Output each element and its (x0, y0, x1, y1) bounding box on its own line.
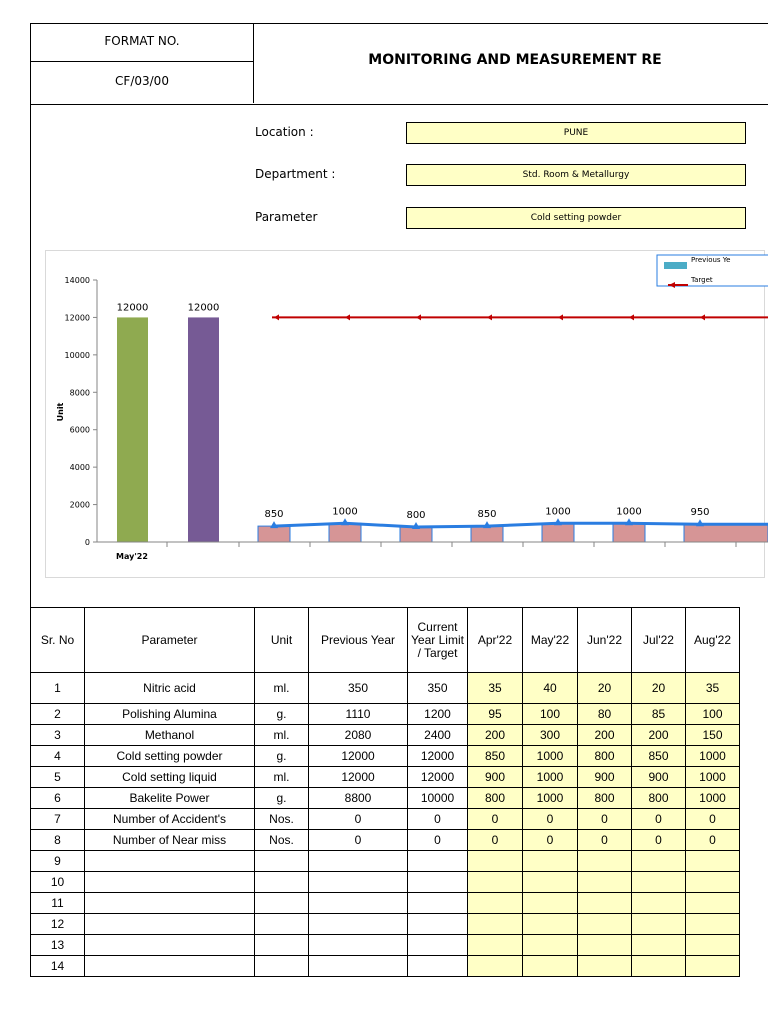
table-cell[interactable] (578, 935, 632, 956)
monthly-bar-label: 850 (264, 509, 284, 521)
y-tick-label: 8000 (69, 388, 90, 398)
trend-marker (341, 518, 349, 525)
table-cell (255, 935, 309, 956)
table-cell[interactable]: 100 (523, 704, 578, 725)
table-cell: Cold setting liquid (85, 767, 255, 788)
table-cell[interactable]: 40 (523, 673, 578, 704)
table-cell: 13 (31, 935, 85, 956)
table-row (31, 809, 740, 830)
table-row (31, 704, 740, 725)
column-header: Apr'22 (468, 608, 523, 673)
column-header: Parameter (85, 608, 255, 673)
column-header: May'22 (523, 608, 578, 673)
target-marker (345, 314, 350, 320)
table-cell: 12000 (309, 767, 408, 788)
table-cell: 12000 (408, 746, 468, 767)
summary-bar-label: 12000 (116, 302, 149, 314)
table-cell: 0 (408, 809, 468, 830)
target-marker (416, 314, 421, 320)
table-cell: 0 (309, 830, 408, 851)
data-table (30, 607, 740, 977)
table-row (31, 830, 740, 851)
table-cell[interactable]: 300 (523, 725, 578, 746)
table-cell: 350 (408, 673, 468, 704)
table-cell: 0 (408, 830, 468, 851)
table-cell: 4 (31, 746, 85, 767)
table-cell (85, 872, 255, 893)
legend (657, 255, 768, 288)
table-cell[interactable]: 1000 (686, 788, 740, 809)
table-cell[interactable]: 35 (686, 673, 740, 704)
table-cell[interactable]: 0 (632, 830, 686, 851)
table-cell[interactable]: 1000 (523, 767, 578, 788)
table-cell[interactable]: 80 (578, 704, 632, 725)
monthly-bar-label: 850 (477, 509, 497, 521)
table-cell[interactable] (468, 956, 523, 977)
table-cell[interactable]: 800 (578, 746, 632, 767)
table-cell[interactable]: 850 (632, 746, 686, 767)
table-cell (85, 851, 255, 872)
table-cell: Nos. (255, 830, 309, 851)
table-cell[interactable]: 1000 (523, 746, 578, 767)
table-cell[interactable] (468, 893, 523, 914)
table-cell: 10000 (408, 788, 468, 809)
table-cell[interactable] (468, 872, 523, 893)
table-cell: 2400 (408, 725, 468, 746)
table-cell[interactable] (523, 914, 578, 935)
x-category-label: May'22 (116, 552, 148, 561)
y-tick-label: 12000 (64, 313, 90, 323)
table-cell: 0 (309, 809, 408, 830)
table-cell[interactable] (632, 851, 686, 872)
table-row (31, 788, 740, 809)
table-row (31, 956, 740, 977)
target-marker (629, 314, 634, 320)
table-cell (309, 893, 408, 914)
table-row (31, 872, 740, 893)
table-cell[interactable] (523, 872, 578, 893)
table-row (31, 893, 740, 914)
table-cell: 11 (31, 893, 85, 914)
y-tick-label: 4000 (69, 463, 90, 473)
table-cell[interactable]: 0 (578, 830, 632, 851)
target-line (272, 314, 768, 320)
table-cell[interactable] (632, 872, 686, 893)
table-cell[interactable] (686, 914, 740, 935)
table-cell[interactable] (523, 935, 578, 956)
column-header: Unit (255, 608, 309, 673)
table-cell: Polishing Alumina (85, 704, 255, 725)
table-cell: g. (255, 788, 309, 809)
table-header-row (31, 608, 740, 673)
table-cell: 1110 (309, 704, 408, 725)
table-cell[interactable]: 0 (523, 830, 578, 851)
table-cell[interactable]: 900 (578, 767, 632, 788)
table-cell (309, 851, 408, 872)
table-cell[interactable] (578, 872, 632, 893)
table-cell (309, 914, 408, 935)
y-tick-label: 6000 (69, 425, 90, 435)
monthly-bar-label: 1000 (545, 506, 571, 518)
column-header: Aug'22 (686, 608, 740, 673)
format-label: FORMAT NO. (104, 34, 180, 48)
table-cell (255, 956, 309, 977)
table-cell[interactable]: 200 (578, 725, 632, 746)
monthly-bar (684, 524, 768, 542)
target-marker (558, 314, 563, 320)
monthly-bar (471, 526, 503, 542)
column-header: Jun'22 (578, 608, 632, 673)
table-cell[interactable]: 1000 (686, 746, 740, 767)
table-row (31, 914, 740, 935)
y-tick-label: 0 (84, 538, 90, 547)
table-cell (309, 935, 408, 956)
table-cell[interactable] (523, 956, 578, 977)
table-cell (255, 872, 309, 893)
table-row (31, 725, 740, 746)
table-cell (255, 893, 309, 914)
table-row (31, 767, 740, 788)
table-cell[interactable] (632, 956, 686, 977)
table-cell: g. (255, 746, 309, 767)
y-tick-label: 10000 (64, 350, 90, 360)
table-cell: 12000 (309, 746, 408, 767)
table-row (31, 935, 740, 956)
table-cell[interactable]: 900 (468, 767, 523, 788)
table-cell: 14 (31, 956, 85, 977)
table-cell (85, 956, 255, 977)
bars (117, 317, 768, 542)
table-row (31, 673, 740, 704)
table-cell (408, 914, 468, 935)
legend-label-previous: Previous Ye (691, 256, 731, 264)
monthly-bar-label: 1000 (332, 506, 358, 518)
y-axis-label: Unit (56, 402, 65, 422)
table-cell: ml. (255, 673, 309, 704)
format-code: CF/03/00 (115, 74, 169, 88)
monthly-bar-label: 1000 (616, 506, 642, 518)
location-field[interactable]: PUNE (406, 122, 746, 144)
table-cell[interactable] (468, 914, 523, 935)
table-cell[interactable]: 800 (578, 788, 632, 809)
table-cell: 6 (31, 788, 85, 809)
table-cell (85, 893, 255, 914)
monthly-bar-label: 800 (406, 510, 426, 522)
table-cell: 350 (309, 673, 408, 704)
table-cell: 12 (31, 914, 85, 935)
table-cell (408, 956, 468, 977)
location-label: Location : (255, 125, 314, 139)
table-cell[interactable]: 150 (686, 725, 740, 746)
table-cell: 2 (31, 704, 85, 725)
table-cell: g. (255, 704, 309, 725)
summary-bar (188, 317, 219, 542)
table-cell[interactable]: 0 (468, 809, 523, 830)
table-cell (408, 893, 468, 914)
table-cell[interactable] (686, 872, 740, 893)
table-cell: Bakelite Power (85, 788, 255, 809)
table-cell[interactable]: 20 (578, 673, 632, 704)
table-cell[interactable]: 1000 (523, 788, 578, 809)
table-cell: 10 (31, 872, 85, 893)
table-cell: Cold setting powder (85, 746, 255, 767)
table-cell[interactable] (468, 851, 523, 872)
y-axis (65, 276, 97, 547)
department-label: Department : (255, 167, 336, 181)
table-cell (309, 956, 408, 977)
table-cell[interactable]: 20 (632, 673, 686, 704)
table-cell[interactable]: 0 (632, 809, 686, 830)
table-cell[interactable]: 800 (632, 788, 686, 809)
table-row (31, 746, 740, 767)
y-tick-label: 14000 (64, 276, 90, 285)
legend-label-target: Target (691, 276, 713, 284)
table-cell[interactable]: 0 (578, 809, 632, 830)
table-cell (408, 935, 468, 956)
monthly-bar (258, 526, 290, 542)
table-cell[interactable]: 95 (468, 704, 523, 725)
parameter-field[interactable]: Cold setting powder (406, 207, 746, 229)
table-cell[interactable]: 35 (468, 673, 523, 704)
summary-bar-label: 12000 (187, 302, 220, 314)
target-marker (700, 314, 705, 320)
table-cell (255, 914, 309, 935)
table-cell: 3 (31, 725, 85, 746)
monthly-bar (613, 523, 645, 542)
table-cell: Number of Near miss (85, 830, 255, 851)
table-cell[interactable]: 0 (523, 809, 578, 830)
table-cell[interactable] (578, 914, 632, 935)
parameter-label: Parameter (255, 210, 318, 224)
table-cell[interactable] (632, 935, 686, 956)
table-cell[interactable]: 85 (632, 704, 686, 725)
table-cell: Nos. (255, 809, 309, 830)
table-cell[interactable]: 0 (686, 830, 740, 851)
table-cell[interactable] (578, 956, 632, 977)
monthly-bar (400, 527, 432, 542)
table-cell (408, 872, 468, 893)
monthly-bar (542, 523, 574, 542)
table-cell[interactable] (578, 893, 632, 914)
table-cell[interactable]: 900 (632, 767, 686, 788)
table-row (31, 851, 740, 872)
page-title: MONITORING AND MEASUREMENT RE (368, 52, 662, 68)
table-cell: 1200 (408, 704, 468, 725)
legend-swatch-previous (664, 262, 687, 269)
target-marker (274, 314, 279, 320)
table-cell: 8800 (309, 788, 408, 809)
table-cell: Number of Accident's (85, 809, 255, 830)
table-cell[interactable]: 0 (686, 809, 740, 830)
table-cell[interactable] (523, 893, 578, 914)
table-cell[interactable]: 200 (632, 725, 686, 746)
table-cell[interactable] (686, 935, 740, 956)
table-cell: 9 (31, 851, 85, 872)
target-marker (487, 314, 492, 320)
table-cell: Methanol (85, 725, 255, 746)
monthly-bar (329, 523, 361, 542)
table-cell: 7 (31, 809, 85, 830)
y-tick-label: 2000 (69, 500, 90, 510)
table-cell (309, 872, 408, 893)
table-cell[interactable]: 850 (468, 746, 523, 767)
table-cell (85, 935, 255, 956)
table-cell[interactable]: 1000 (686, 767, 740, 788)
table-cell[interactable] (632, 914, 686, 935)
summary-bar (117, 317, 148, 542)
table-cell[interactable]: 200 (468, 725, 523, 746)
table-cell: 8 (31, 830, 85, 851)
table-cell: 12000 (408, 767, 468, 788)
x-axis (97, 542, 768, 561)
column-header: Current Year Limit / Target (408, 608, 468, 673)
table-cell: 2080 (309, 725, 408, 746)
table-cell: 5 (31, 767, 85, 788)
table-cell: ml. (255, 725, 309, 746)
table-cell[interactable]: 800 (468, 788, 523, 809)
column-header: Jul'22 (632, 608, 686, 673)
table-cell (408, 851, 468, 872)
table-cell[interactable] (686, 893, 740, 914)
table-cell[interactable]: 100 (686, 704, 740, 725)
column-header: Sr. No (31, 608, 85, 673)
monthly-bar-label: 950 (690, 507, 710, 519)
table-cell[interactable]: 0 (468, 830, 523, 851)
table-cell[interactable] (632, 893, 686, 914)
table-cell: 1 (31, 673, 85, 704)
table-cell[interactable] (686, 956, 740, 977)
table-cell (255, 851, 309, 872)
table-cell[interactable] (686, 851, 740, 872)
table-cell[interactable] (523, 851, 578, 872)
column-header: Previous Year (309, 608, 408, 673)
table-cell (85, 914, 255, 935)
table-cell: ml. (255, 767, 309, 788)
table-cell[interactable] (578, 851, 632, 872)
table-cell[interactable] (468, 935, 523, 956)
department-field[interactable]: Std. Room & Metallurgy (406, 164, 746, 186)
table-cell: Nitric acid (85, 673, 255, 704)
